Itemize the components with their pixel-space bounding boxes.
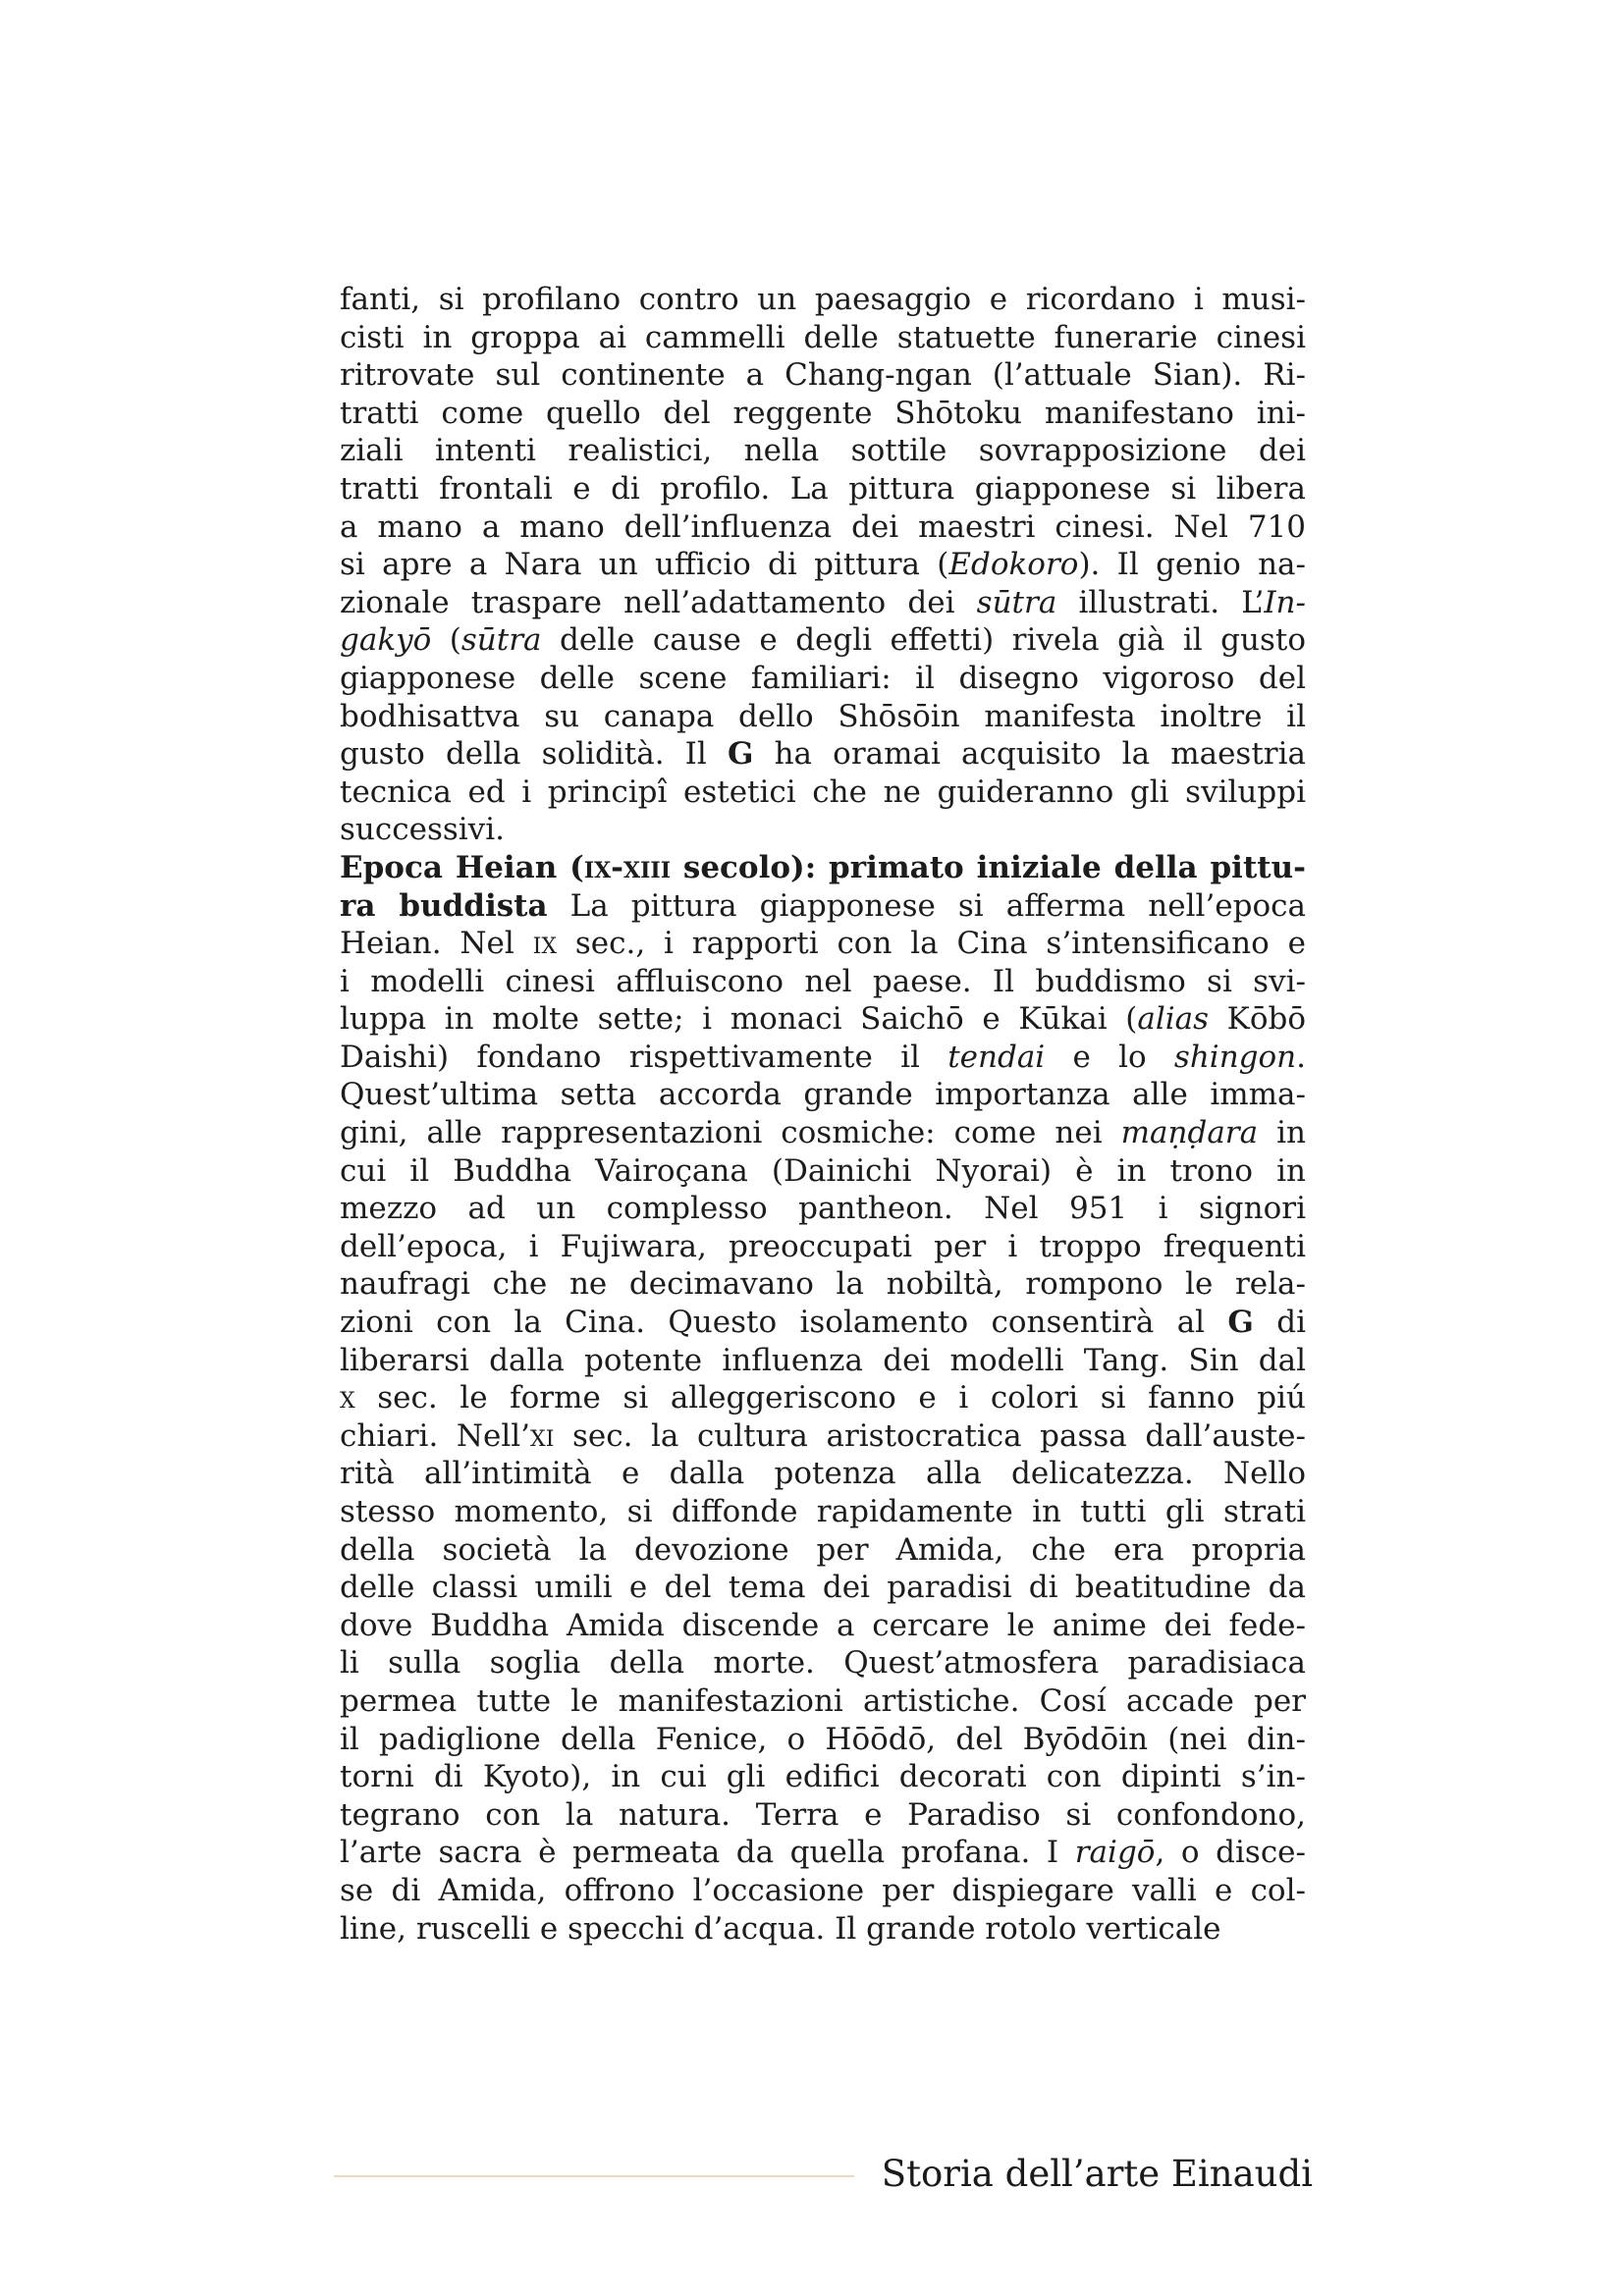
text-line — [340, 1796, 1306, 1835]
text-line — [340, 546, 1306, 584]
text-segment: secolo): primato iniziale della pittu- — [670, 849, 1306, 885]
text-segment: bodhisattva su canapa dello Shōsōin manifesta inoltre il — [340, 698, 1306, 734]
text-line — [340, 356, 1306, 395]
text-segment: alias — [1137, 1001, 1210, 1038]
text-segment: gakyō — [340, 622, 432, 659]
footer-rule — [334, 2175, 854, 2177]
text-segment: tegrano con la natura. Terra e Paradiso si confondono, — [340, 1796, 1306, 1833]
text-segment: a mano a mano dell’influenza dei maestri cinesi. Nel 710 — [340, 508, 1306, 545]
text-segment: fanti, si profilano contro un paesaggio e ricordano i musi- — [340, 282, 1306, 317]
text-line — [340, 1721, 1306, 1759]
text-line — [340, 735, 1306, 774]
text-segment: ritrovate sul continente a Chang-ngan (l’attuale Sian). Ri- — [340, 357, 1306, 394]
text-segment: liberarsi dalla potente influenza dei modelli Tang. Sin dal — [340, 1342, 1306, 1378]
text-segment: G — [727, 736, 754, 773]
text-segment: di — [1253, 1305, 1306, 1341]
body-text — [340, 281, 1306, 1948]
text-line — [340, 1682, 1306, 1721]
text-segment: successivi. — [340, 812, 505, 848]
text-line — [340, 1228, 1306, 1266]
text-segment: gini, alle rappresentazioni cosmiche: come nei — [340, 1115, 1121, 1151]
text-line — [340, 849, 1306, 887]
text-line — [340, 698, 1306, 736]
text-segment: line, ruscelli e specchi d’acqua. Il grande rotolo verticale — [340, 1910, 1221, 1947]
text-segment: torni di Kyoto), in cui gli edifici decorati con dipinti s’in- — [340, 1759, 1306, 1795]
text-segment: tendai — [947, 1039, 1046, 1075]
text-segment: permea tutte le manifestazioni artistiche. Cosí accade per — [340, 1682, 1306, 1719]
text-segment: Quest’ultima setta accorda grande importanza alle imma- — [340, 1077, 1306, 1113]
text-line — [340, 319, 1306, 357]
text-segment: Heian. Nel — [340, 926, 533, 962]
text-line — [340, 1304, 1306, 1342]
text-line — [340, 1114, 1306, 1152]
text-line — [340, 1607, 1306, 1645]
text-segment: li sulla soglia della morte. Quest’atmosfera paradisiaca — [340, 1645, 1306, 1682]
text-segment: La pittura giapponese si afferma nell’epoca — [547, 887, 1306, 924]
text-segment: naufragi che ne decimavano la nobiltà, rompono le rela- — [340, 1266, 1306, 1303]
text-segment: Kōbō — [1209, 1001, 1306, 1038]
text-segment: delle classi umili e del tema dei paradisi di beatitudine da — [340, 1570, 1306, 1606]
text-line — [340, 432, 1306, 470]
text-line — [340, 1076, 1306, 1114]
text-segment: cisti in groppa ai cammelli delle statuette funerarie cinesi — [340, 319, 1306, 355]
text-segment: Edokoro — [948, 547, 1079, 583]
text-segment: sec. la cultura aristocratica passa dall’auste- — [554, 1417, 1306, 1454]
text-line — [340, 1910, 1306, 1949]
text-segment: Daishi) fondano rispettivamente il — [340, 1039, 948, 1075]
text-line — [340, 1531, 1306, 1570]
text-line — [340, 963, 1306, 1001]
text-segment: ziali intenti realistici, nella sottile sovrapposizione dei — [340, 433, 1306, 469]
text-segment: rità all’intimità e dalla potenza alla delicatezza. Nello — [340, 1456, 1306, 1492]
text-segment: ( — [431, 622, 461, 659]
text-segment: sec., i rapporti con la Cina s’intensificano e — [557, 926, 1306, 962]
text-segment: , o disce- — [1155, 1835, 1306, 1871]
text-segment: In- — [1264, 584, 1306, 620]
text-segment: chiari. Nell’ — [340, 1417, 531, 1454]
text-segment: xi — [530, 1417, 555, 1454]
text-segment: ix-xiii — [583, 849, 671, 885]
text-segment: . — [1296, 1039, 1306, 1075]
text-line — [340, 621, 1306, 660]
text-line — [340, 584, 1306, 622]
text-segment: zioni con la Cina. Questo isolamento consentirà al — [340, 1305, 1228, 1341]
text-segment: ix — [532, 926, 558, 962]
text-segment: l’arte sacra è permeata da quella profana. I — [340, 1835, 1075, 1871]
text-line — [340, 811, 1306, 849]
text-line — [340, 774, 1306, 812]
text-segment: sūtra — [976, 584, 1057, 620]
text-segment: e lo — [1045, 1039, 1174, 1075]
text-line — [340, 660, 1306, 698]
text-line — [340, 1342, 1306, 1380]
text-segment: zionale traspare nell’adattamento dei — [340, 584, 977, 620]
text-line — [340, 508, 1306, 547]
text-segment: giapponese delle scene familiari: il disegno vigoroso del — [340, 660, 1306, 696]
text-line — [340, 887, 1306, 926]
text-segment: luppa in molte sette; i monaci Saichō e Kūkai ( — [340, 1001, 1138, 1038]
text-segment: se di Amida, offrono l’occasione per dispiegare valli e col- — [340, 1872, 1306, 1908]
text-segment: ha oramai acquisito la maestria — [753, 736, 1306, 773]
text-line — [340, 1417, 1306, 1456]
text-segment: il padiglione della Fenice, o Hōōdō, del Byōdōin (nei din- — [340, 1721, 1306, 1757]
text-segment: tecnica ed i principî estetici che ne guideranno gli sviluppi — [340, 774, 1306, 810]
text-segment: della società la devozione per Amida, che era propria — [340, 1531, 1306, 1568]
text-segment: dell’epoca, i Fujiwara, preoccupati per i troppo frequenti — [340, 1228, 1306, 1264]
text-line — [340, 1644, 1306, 1682]
text-segment: G — [1227, 1305, 1254, 1341]
text-line — [340, 1039, 1306, 1077]
text-segment: cui il Buddha Vairoçana (Dainichi Nyorai) è in trono in — [340, 1152, 1306, 1189]
text-segment: maṇḍara — [1120, 1115, 1259, 1151]
text-segment: ). Il genio na- — [1078, 547, 1306, 583]
text-segment: sec. le forme si alleggeriscono e i colori si fanno piú — [354, 1380, 1306, 1416]
text-segment: gusto della solidità. Il — [340, 736, 728, 773]
text-line — [340, 281, 1306, 319]
text-line — [340, 1265, 1306, 1304]
text-line — [340, 1152, 1306, 1191]
text-segment: Epoca Heian ( — [340, 849, 584, 885]
text-line — [340, 395, 1306, 433]
text-segment: dove Buddha Amida discende a cercare le anime dei fede- — [340, 1607, 1306, 1643]
text-line — [340, 470, 1306, 508]
text-line — [340, 1000, 1306, 1039]
text-segment: illustrati. L’ — [1056, 584, 1265, 620]
text-segment: stesso momento, si diffonde rapidamente in tutti gli strati — [340, 1494, 1306, 1529]
text-segment: tratti come quello del reggente Shōtoku manifestano ini- — [340, 395, 1306, 431]
text-segment: x — [340, 1380, 355, 1416]
text-line — [340, 1190, 1306, 1228]
text-line — [340, 1834, 1306, 1872]
text-segment: sūtra — [460, 622, 542, 659]
text-line — [340, 1758, 1306, 1796]
footer-title: Storia dell’arte Einaudi — [881, 2153, 1313, 2195]
text-line — [340, 1493, 1306, 1531]
text-segment: raigō — [1074, 1835, 1156, 1871]
text-segment: si apre a Nara un ufficio di pittura ( — [340, 547, 949, 583]
text-line — [340, 925, 1306, 963]
text-segment: ra buddista — [340, 887, 548, 924]
text-segment: tratti frontali e di profilo. La pittura giapponese si libera — [340, 470, 1306, 507]
text-segment: in — [1258, 1115, 1306, 1151]
text-segment: delle cause e degli effetti) rivela già il gusto — [541, 622, 1306, 659]
text-segment: i modelli cinesi affluiscono nel paese. Il buddismo si svi- — [340, 963, 1306, 999]
text-segment: mezzo ad un complesso pantheon. Nel 951 i signori — [340, 1191, 1306, 1227]
text-line — [340, 1455, 1306, 1493]
text-line — [340, 1379, 1306, 1417]
text-line — [340, 1872, 1306, 1910]
text-segment: shingon — [1173, 1039, 1297, 1075]
text-line — [340, 1569, 1306, 1607]
